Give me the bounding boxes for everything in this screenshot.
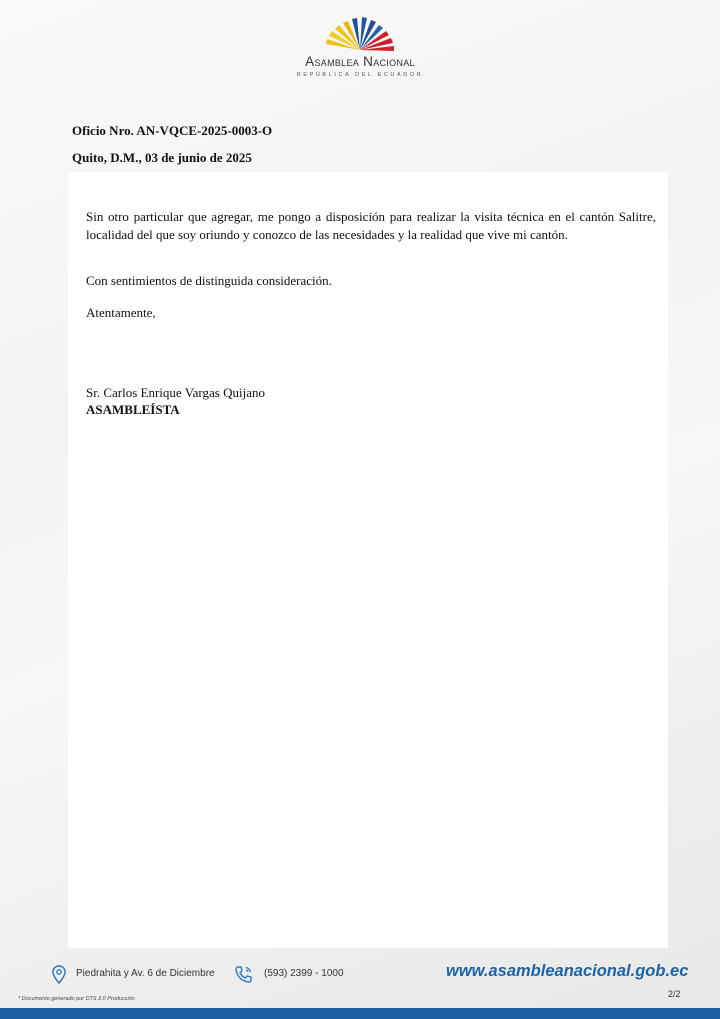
footer-footnote: * Documento generado por DTS 2.0 Producción — [18, 996, 135, 1002]
logo-title: Asamblea Nacional — [305, 54, 415, 69]
website-link[interactable]: www.asambleanacional.gob.ec — [446, 962, 689, 980]
body-paragraph: Sin otro particular que agregar, me pongo a disposición para realizar la visita técnica en el cantón Salitre, localidad del que soy oriundo y conozco de las necesidades y la realidad que vive mi cantón. — [86, 209, 656, 242]
footer-phone: (593) 2399 - 1000 — [264, 968, 344, 979]
closing-line: Con sentimientos de distinguida consideración. — [86, 273, 332, 288]
document-body — [68, 172, 668, 948]
document-reference: Oficio Nro. AN-VQCE-2025-0003-O — [72, 123, 273, 138]
location-pin-icon — [52, 965, 66, 984]
page-number: 2/2 — [668, 989, 681, 999]
signer-name: Sr. Carlos Enrique Vargas Quijano — [86, 385, 265, 400]
document-place-date: Quito, D.M., 03 de junio de 2025 — [72, 150, 252, 165]
footer-bar — [0, 1008, 720, 1019]
phone-icon — [234, 965, 253, 984]
assembly-logo — [285, 16, 435, 76]
footer-address: Piedrahita y Av. 6 de Diciembre — [76, 968, 215, 979]
salutation: Atentamente, — [86, 305, 156, 320]
logo-subtitle: REPÚBLICA DEL ECUADOR — [296, 72, 424, 78]
page-footer — [0, 955, 720, 1019]
assembly-sunburst-icon — [323, 16, 397, 52]
signer-title: ASAMBLEÍSTA — [86, 402, 180, 417]
